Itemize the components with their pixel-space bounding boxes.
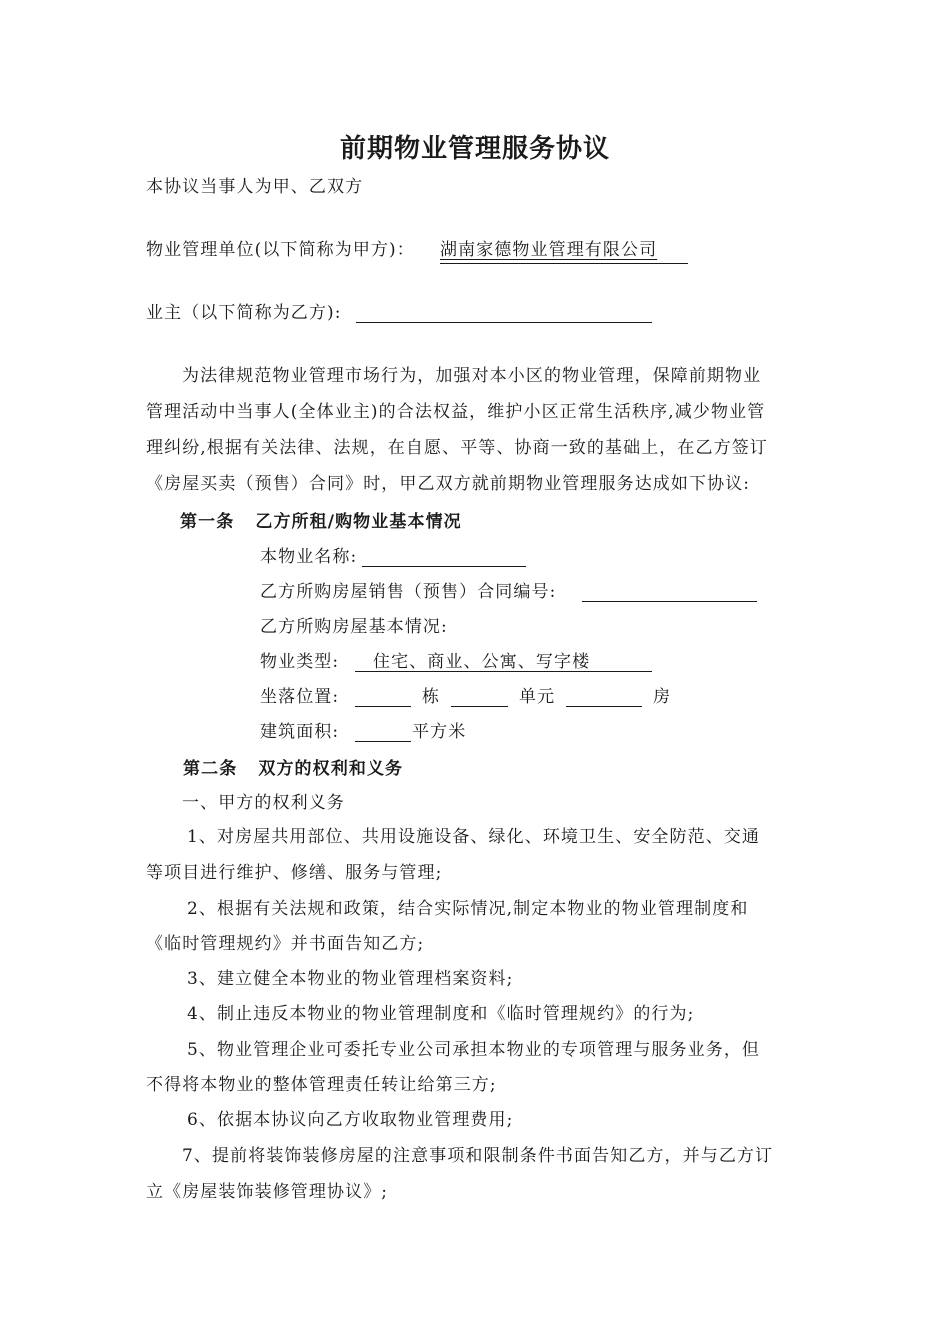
property-type-label: 物业类型:: [260, 652, 340, 672]
item-3: 3、建立健全本物业的物业管理档案资料;: [187, 969, 514, 989]
location-label: 坐落位置:: [260, 687, 340, 707]
building-blank[interactable]: [355, 706, 411, 707]
item-1-line-2: 等项目进行维护、修缮、服务与管理;: [146, 863, 443, 883]
item-5-line-1: 5、物业管理企业可委托专业公司承担本物业的专项管理与服务业务，但: [187, 1040, 761, 1060]
room-blank[interactable]: [566, 706, 642, 707]
item-4: 4、制止违反本物业的物业管理制度和《临时管理规约》的行为;: [187, 1004, 695, 1024]
item-1-line-1: 1、对房屋共用部位、共用设施设备、绿化、环境卫生、安全防范、交通: [187, 827, 761, 847]
item-2-line-1: 2、根据有关法规和政策，结合实际情况,制定本物业的物业管理制度和: [187, 899, 749, 919]
party-a-label: 物业管理单位(以下简称为甲方)：: [146, 240, 415, 260]
item-7-line-2: 立《房屋装饰装修管理协议》;: [146, 1182, 389, 1202]
article2-heading: 第二条 双方的权利和义务: [183, 759, 404, 779]
property-name-label: 本物业名称:: [260, 547, 358, 567]
intro-text: 本协议当事人为甲、乙双方: [146, 177, 364, 197]
item-6: 6、依据本协议向乙方收取物业管理费用;: [187, 1110, 514, 1130]
preamble-line-1: 为法律规范物业管理市场行为，加强对本小区的物业管理，保障前期物业: [182, 366, 762, 386]
property-type-underline: [355, 671, 652, 672]
article2-sub1: 一、甲方的权利义务: [182, 793, 345, 813]
preamble-line-3: 理纠纷,根据有关法律、法规，在自愿、平等、协商一致的基础上，在乙方签订: [146, 438, 768, 458]
preamble-line-4: 《房屋买卖（预售）合同》时，甲乙双方就前期物业管理服务达成如下协议:: [146, 474, 751, 494]
party-b-blank[interactable]: [356, 322, 652, 323]
room-word: 房: [653, 687, 672, 707]
article1-heading: 第一条 乙方所租/购物业基本情况: [180, 512, 462, 532]
party-b-label: 业主（以下简称为乙方):: [146, 303, 342, 323]
unit-blank[interactable]: [451, 706, 508, 707]
property-name-blank[interactable]: [362, 566, 526, 567]
unit-word: 单元: [519, 687, 556, 707]
party-a-underline: [440, 263, 688, 264]
document-title: 前期物业管理服务协议: [339, 134, 610, 164]
contract-number-label: 乙方所购房屋销售（预售）合同编号:: [260, 582, 557, 602]
item-7-line-1: 7、提前将装饰装修房屋的注意事项和限制条件书面告知乙方，并与乙方订: [182, 1146, 774, 1166]
area-blank[interactable]: [355, 741, 411, 742]
basic-info-label: 乙方所购房屋基本情况:: [260, 617, 448, 637]
party-a-value: 湖南家德物业管理有限公司: [440, 240, 658, 260]
property-type-value: 住宅、商业、公寓、写字楼: [373, 652, 591, 672]
preamble-line-2: 管理活动中当事人(全体业主)的合法权益，维护小区正常生活秩序,减少物业管: [146, 402, 766, 422]
area-label: 建筑面积:: [260, 722, 340, 742]
item-5-line-2: 不得将本物业的整体管理责任转让给第三方;: [146, 1075, 497, 1095]
item-2-line-2: 《临时管理规约》并书面告知乙方;: [146, 934, 425, 954]
contract-number-blank[interactable]: [582, 601, 757, 602]
area-unit: 平方米: [412, 722, 467, 742]
building-word: 栋: [422, 687, 441, 707]
